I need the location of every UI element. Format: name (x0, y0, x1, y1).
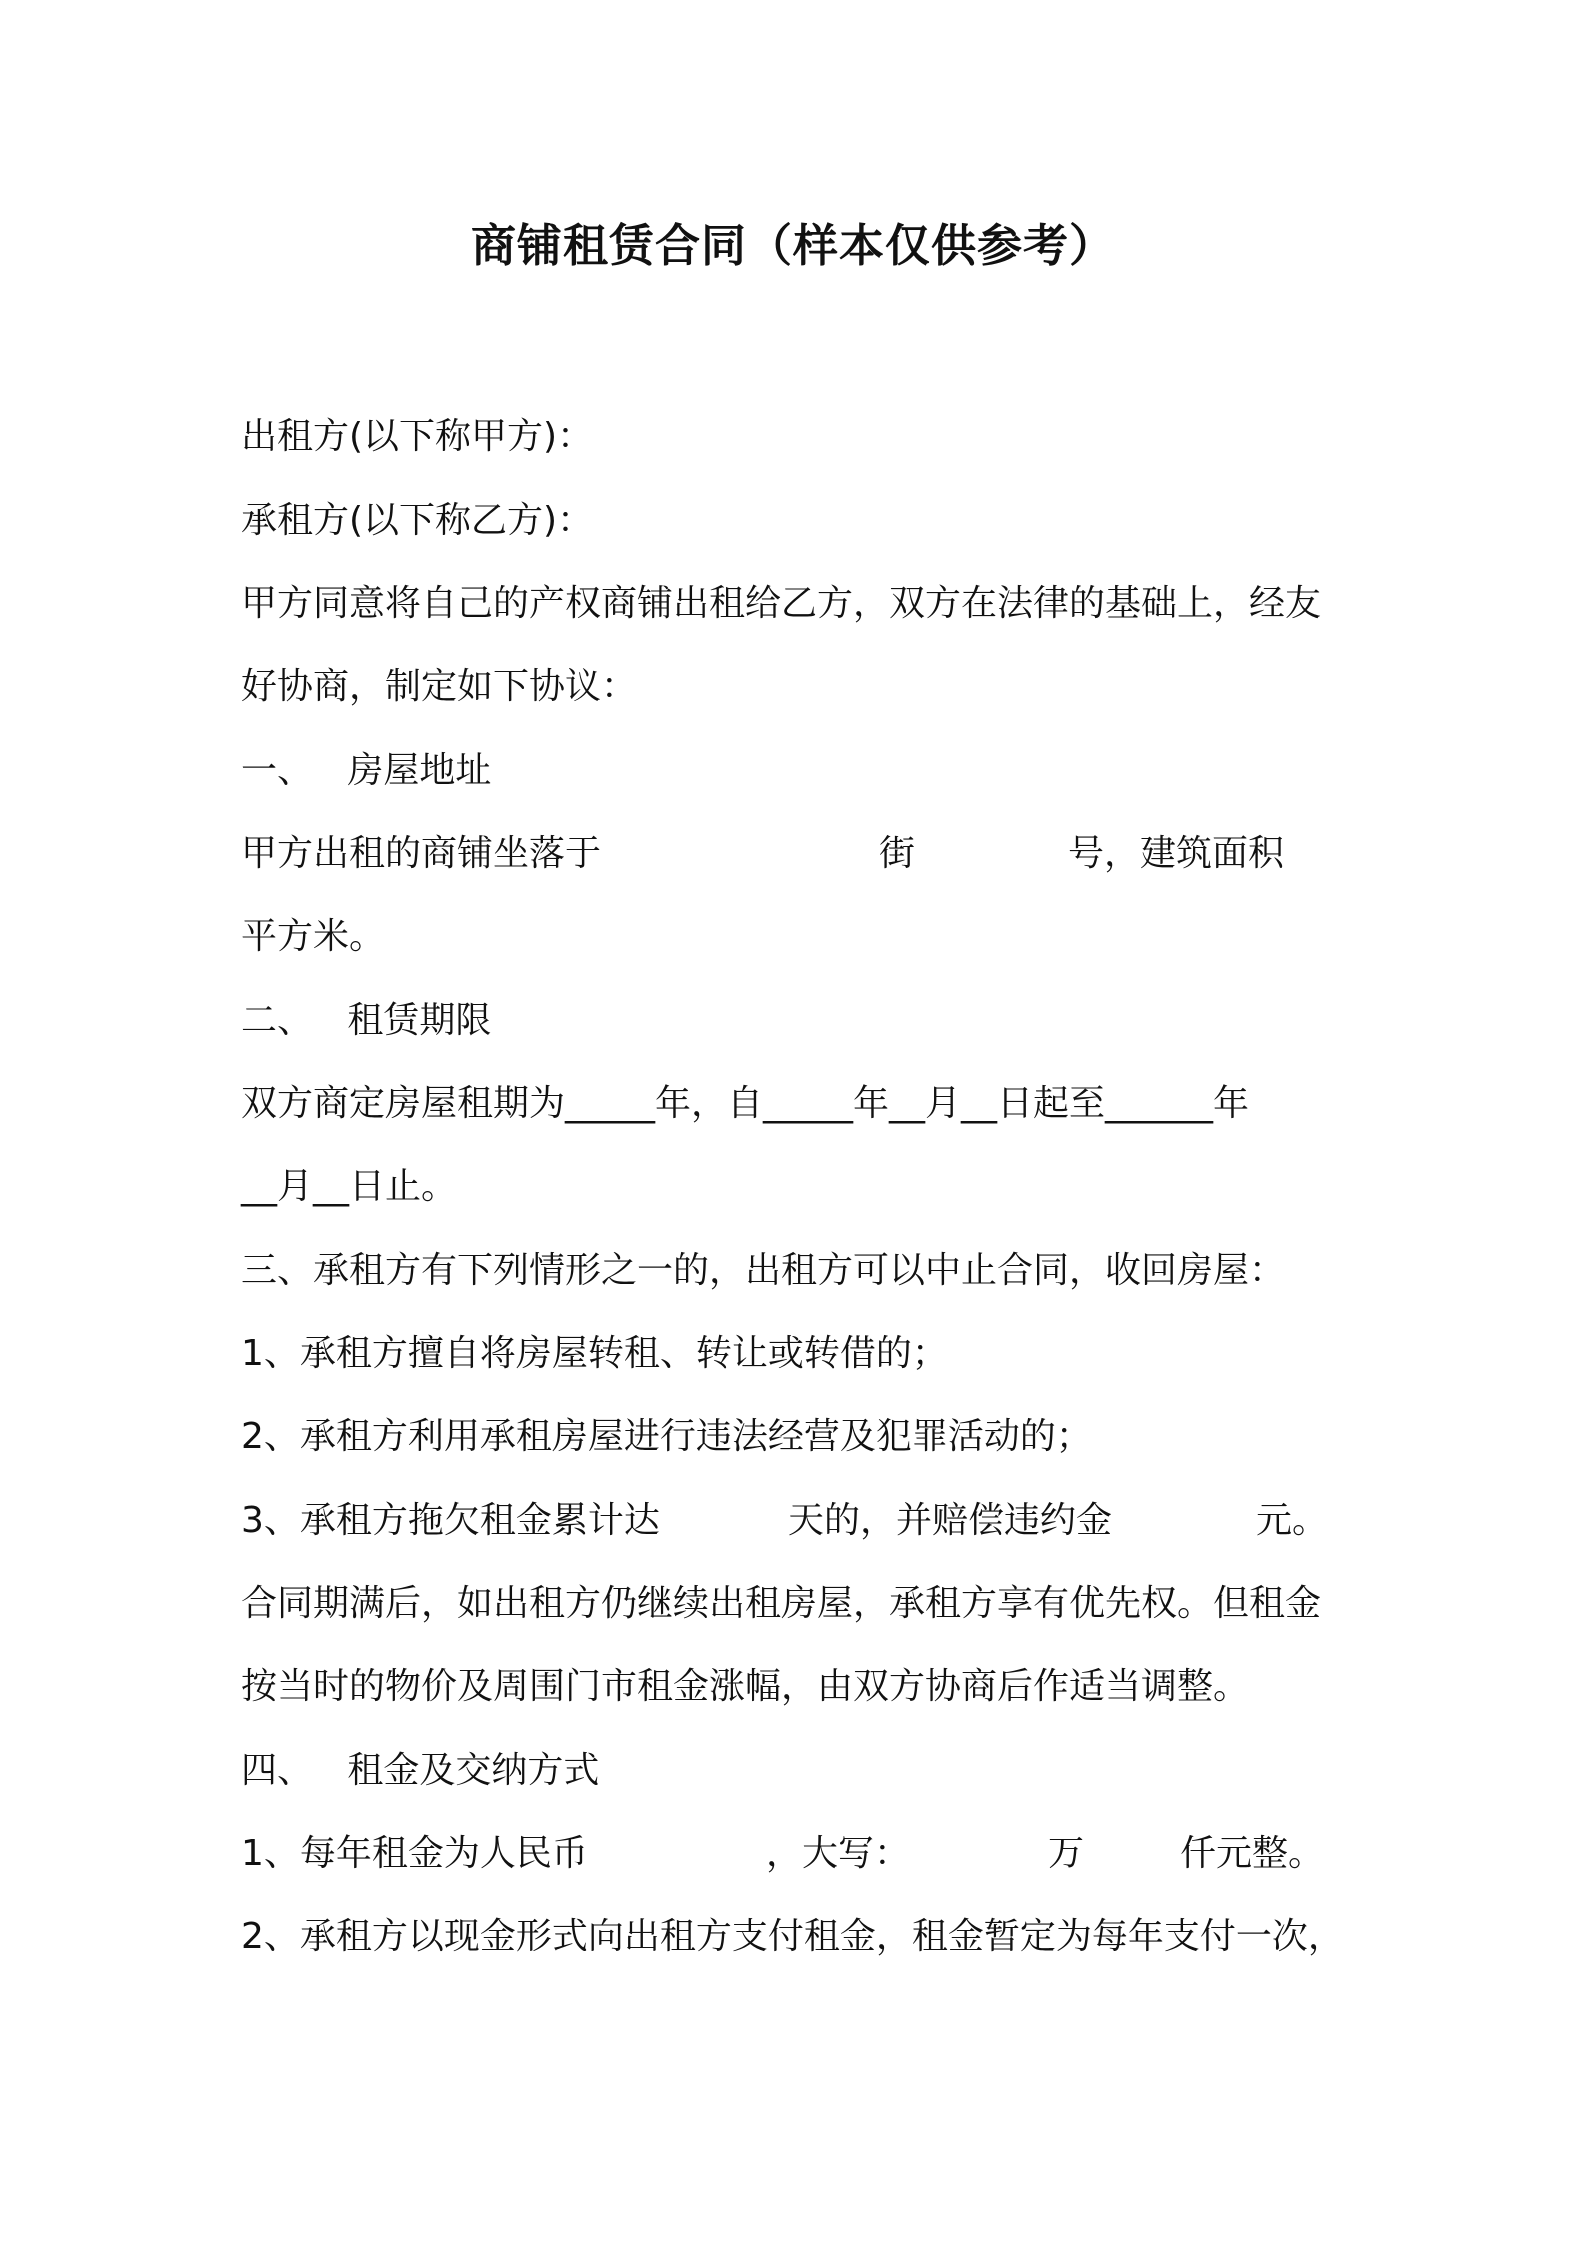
intro-line-2: 好协商，制定如下协议： (241, 666, 638, 707)
rent-item-2: 2、承租方以现金形式向出租方支付租金，租金暂定为每年支付一次， (241, 1916, 1344, 1957)
section2-heading: 二、 租赁期限 (241, 1000, 492, 1041)
lessee-line: 承租方(以下称乙方)： (241, 500, 594, 541)
termination-item-1: 1、承租方擅自将房屋转租、转让或转借的； (241, 1333, 948, 1374)
address-text-a: 甲方出租的商铺坐落于 (241, 833, 602, 874)
termination-item-3-b: 天的，并赔偿违约金 (788, 1500, 1113, 1541)
termination-item-2: 2、承租方利用承租房屋进行违法经营及犯罪活动的； (241, 1416, 1092, 1457)
intro-line-1: 甲方同意将自己的产权商铺出租给乙方，双方在法律的基础上，经友 (241, 583, 1322, 624)
termination-item-3-c: 元。 (1256, 1500, 1329, 1541)
section3-heading: 三、承租方有下列情形之一的，出租方可以中止合同，收回房屋： (241, 1250, 1286, 1291)
address-text-c: 号，建筑面积 (1068, 833, 1285, 874)
lease-term-line-2: __月__日止。 (241, 1166, 458, 1207)
section4-heading: 四、 租金及交纳方式 (241, 1750, 600, 1791)
document-title: 商铺租赁合同（样本仅供参考） (470, 219, 1115, 272)
rent-item-1-c: 万 (1048, 1833, 1085, 1874)
renewal-paragraph-2: 按当时的物价及周围门市租金涨幅，由双方协商后作适当调整。 (241, 1666, 1250, 1707)
renewal-paragraph-1: 合同期满后，如出租方仍继续出租房屋，承租方享有优先权。但租金 (241, 1583, 1322, 1624)
section1-heading: 一、 房屋地址 (241, 750, 492, 791)
address-area-unit: 平方米。 (241, 916, 386, 957)
rent-item-1-b: ，大写： (766, 1833, 911, 1874)
lessor-line: 出租方(以下称甲方)： (241, 416, 594, 457)
termination-item-3-a: 3、承租方拖欠租金累计达 (241, 1500, 660, 1541)
rent-item-1-a: 1、每年租金为人民币 (241, 1833, 588, 1874)
rent-item-1-d: 仟元整。 (1180, 1833, 1325, 1874)
address-text-b: 街 (879, 833, 916, 874)
lease-term-line-1: 双方商定房屋租期为_____年，自_____年__月__日起至______年 (241, 1083, 1250, 1124)
